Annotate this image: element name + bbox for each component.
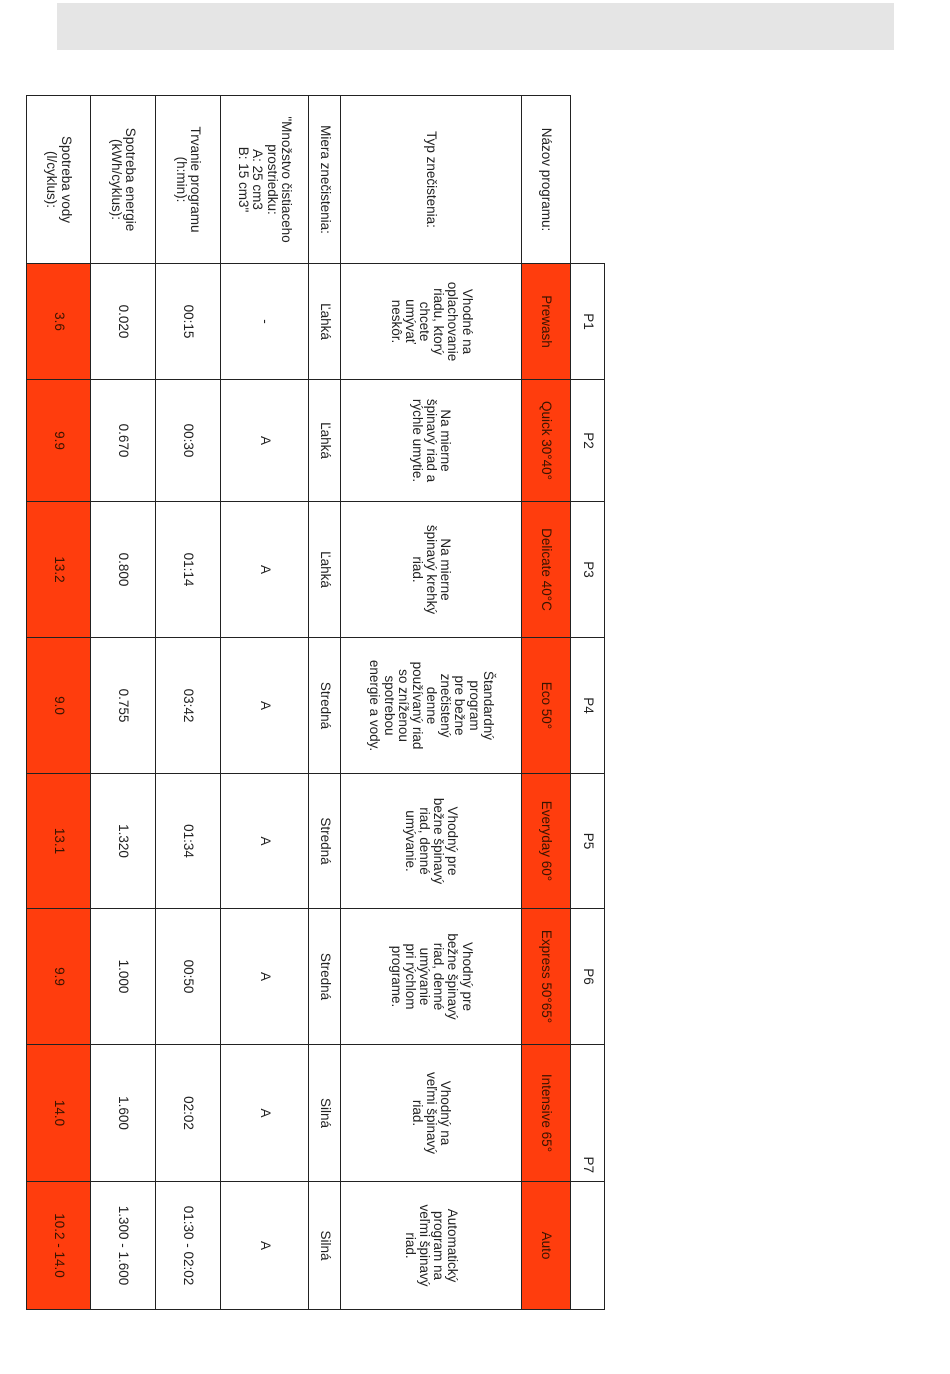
program-description: Vhodný pre bežne špinavý riad, denné umývanie pri rýchlom programe. [341, 909, 522, 1045]
detergent-amount: A [221, 502, 309, 638]
soiling-degree: Ľahká [309, 380, 341, 502]
detergent-amount: A [221, 638, 309, 774]
program-duration: 00:30 [156, 380, 221, 502]
soiling-degree: Silná [309, 1182, 341, 1310]
detergent-amount: A [221, 909, 309, 1045]
program-number [571, 1182, 605, 1310]
program-duration: 01:30 - 02:02 [156, 1182, 221, 1310]
program-name: Prewash [522, 264, 571, 380]
water-consumption: 3.6 [27, 264, 91, 380]
program-duration: 00:50 [156, 909, 221, 1045]
program-number: P1 [571, 264, 605, 380]
detergent-amount: A [221, 1045, 309, 1182]
program-name: Everyday 60° [522, 774, 571, 909]
program-name: Auto [522, 1182, 571, 1310]
program-duration: 03:42 [156, 638, 221, 774]
water-consumption: 9.9 [27, 380, 91, 502]
row-label-degree: Miera znečistenia: [309, 96, 341, 264]
detergent-amount: A [221, 380, 309, 502]
program-number: P6 [571, 909, 605, 1045]
detergent-amount: A [221, 774, 309, 909]
program-description: Vhodný pre bežne špinavý riad, denné umývanie. [341, 774, 522, 909]
program-duration: 01:14 [156, 502, 221, 638]
energy-consumption: 0.800 [91, 502, 156, 638]
soiling-degree: Ľahká [309, 502, 341, 638]
program-number: P3 [571, 502, 605, 638]
water-consumption: 14.0 [27, 1045, 91, 1182]
soiling-degree: Silná [309, 1045, 341, 1182]
row-label-name: Názov programu: [522, 96, 571, 264]
page-header-bar [57, 3, 894, 50]
energy-consumption: 1.000 [91, 909, 156, 1045]
water-consumption: 9.9 [27, 909, 91, 1045]
program-description: Na mierne špinavý krehký riad. [341, 502, 522, 638]
program-name: Express 50°65° [522, 909, 571, 1045]
program-duration: 00:15 [156, 264, 221, 380]
program-description: Štandardný program pre bežne znečistený denne používaný riad so zníženou spotrebou energie a vody. [341, 638, 522, 774]
energy-consumption: 1.600 [91, 1045, 156, 1182]
soiling-degree: Ľahká [309, 264, 341, 380]
program-description: Vhodný na veľmi špinavý riad. [341, 1045, 522, 1182]
detergent-amount: - [221, 264, 309, 380]
program-duration: 01:34 [156, 774, 221, 909]
row-label-duration: Trvanie programu (h:min): [156, 96, 221, 264]
row-label-water: Spotreba vody (l/cyklus): [27, 96, 91, 264]
program-name: Intensive 65° [522, 1045, 571, 1182]
program-duration: 02:02 [156, 1045, 221, 1182]
energy-consumption: 0.755 [91, 638, 156, 774]
program-number: P7 [571, 1045, 605, 1182]
program-description: Vhodné na oplachovanie riadu, ktorý chcete umývať neskôr. [341, 264, 522, 380]
soiling-degree: Stredná [309, 909, 341, 1045]
program-description: Automatický program na veľmi špinavý riad. [341, 1182, 522, 1310]
program-name: Quick 30°40° [522, 380, 571, 502]
program-name: Delicate 40°C [522, 502, 571, 638]
water-consumption: 13.1 [27, 774, 91, 909]
row-label-energy: Spotreba energie (kWh/cyklus): [91, 96, 156, 264]
soiling-degree: Stredná [309, 638, 341, 774]
row-label-type: Typ znečistenia: [341, 96, 522, 264]
detergent-amount: A [221, 1182, 309, 1310]
table-corner [571, 96, 605, 264]
row-label-detergent: "Množstvo čistiaceho prostriedku: A: 25 cm3 B: 15 cm3" [221, 96, 309, 264]
program-table-container [44, 95, 605, 1309]
energy-consumption: 1.300 - 1.600 [91, 1182, 156, 1310]
soiling-degree: Stredná [309, 774, 341, 909]
program-description: Na mierne špinavý riad a rýchle umytie. [341, 380, 522, 502]
program-number: P2 [571, 380, 605, 502]
water-consumption: 10.2 - 14.0 [27, 1182, 91, 1310]
program-table [26, 95, 605, 1310]
energy-consumption: 1.320 [91, 774, 156, 909]
water-consumption: 13.2 [27, 502, 91, 638]
energy-consumption: 0.020 [91, 264, 156, 380]
program-number: P4 [571, 638, 605, 774]
energy-consumption: 0.670 [91, 380, 156, 502]
water-consumption: 9.0 [27, 638, 91, 774]
program-name: Eco 50° [522, 638, 571, 774]
program-number: P5 [571, 774, 605, 909]
